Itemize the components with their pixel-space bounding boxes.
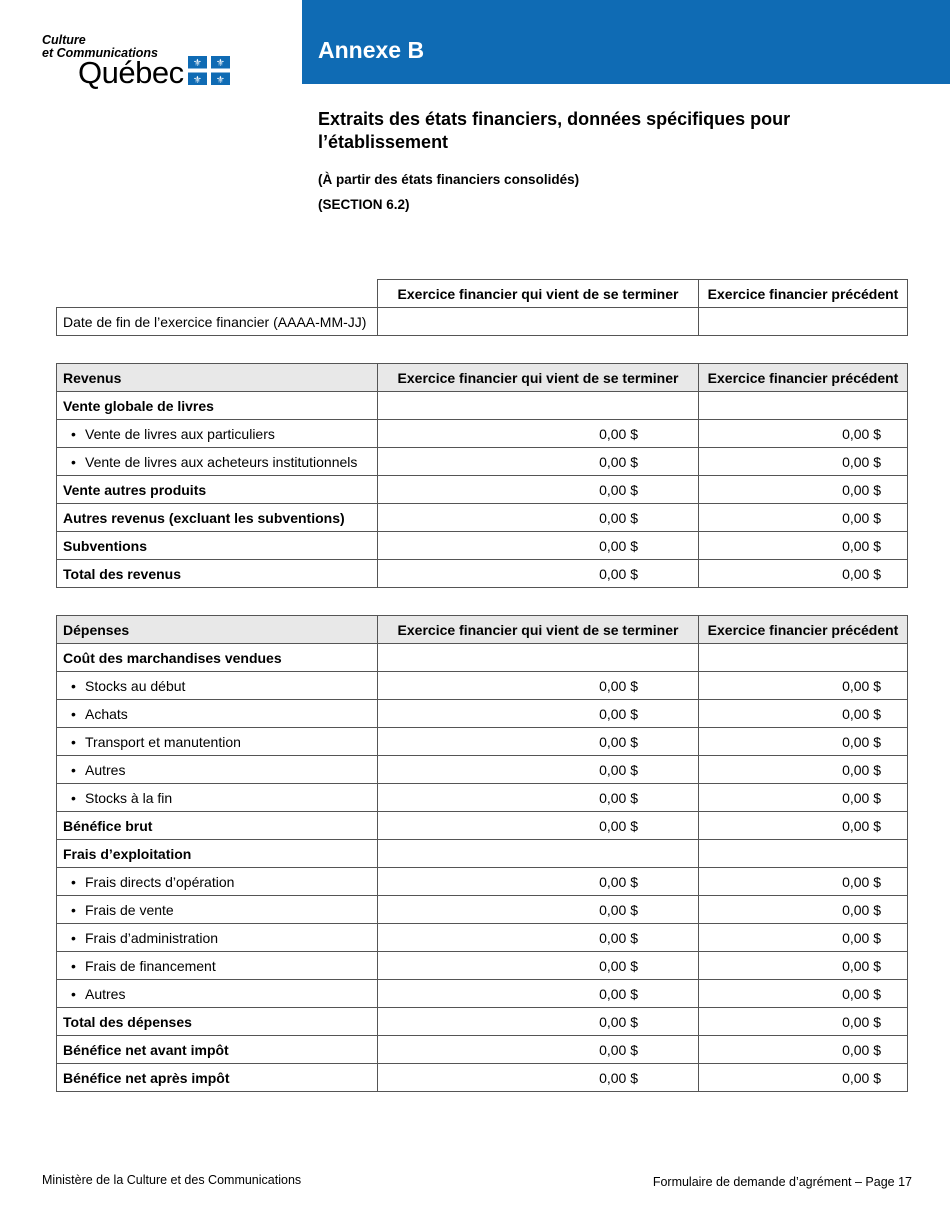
- table-row: [57, 392, 908, 420]
- current-year-value[interactable]: 0,00 $: [378, 504, 699, 532]
- previous-year-value[interactable]: [699, 392, 908, 420]
- table-row: [57, 840, 908, 868]
- table-row: [57, 504, 908, 532]
- current-year-value[interactable]: 0,00 $: [378, 756, 699, 784]
- column-header-previous: Exercice financier précédent: [699, 616, 908, 644]
- table-row: [57, 1008, 908, 1036]
- row-label: [57, 924, 378, 952]
- row-label: [57, 532, 378, 560]
- quebec-flag-icon: [188, 56, 230, 85]
- row-label: [57, 644, 378, 672]
- fiscal-date-current-field[interactable]: [378, 308, 699, 336]
- row-label: [57, 392, 378, 420]
- previous-year-value[interactable]: 0,00 $: [699, 868, 908, 896]
- previous-year-value[interactable]: 0,00 $: [699, 448, 908, 476]
- previous-year-value[interactable]: 0,00 $: [699, 924, 908, 952]
- previous-year-value[interactable]: [699, 644, 908, 672]
- current-year-value[interactable]: 0,00 $: [378, 924, 699, 952]
- row-label-text: Total des revenus: [63, 565, 182, 582]
- current-year-value[interactable]: 0,00 $: [378, 1064, 699, 1092]
- column-header-current: Exercice financier qui vient de se terminer: [378, 364, 699, 392]
- annex-banner: [302, 0, 950, 84]
- row-label: [57, 868, 378, 896]
- current-year-value[interactable]: 0,00 $: [378, 448, 699, 476]
- row-label-text: Bénéfice brut: [63, 817, 153, 834]
- previous-year-value[interactable]: 0,00 $: [699, 896, 908, 924]
- column-header-current: Exercice financier qui vient de se terminer: [378, 280, 699, 308]
- table-row: [57, 644, 908, 672]
- table-row: [57, 476, 908, 504]
- current-year-value[interactable]: 0,00 $: [378, 812, 699, 840]
- row-label: [57, 476, 378, 504]
- row-label: [57, 1064, 378, 1092]
- current-year-value[interactable]: 0,00 $: [378, 1008, 699, 1036]
- row-label-text: Coût des marchandises vendues: [63, 649, 282, 666]
- annex-title: Annexe B: [318, 37, 425, 63]
- row-label: [57, 448, 378, 476]
- column-header-previous: Exercice financier précédent: [699, 364, 908, 392]
- current-year-value[interactable]: 0,00 $: [378, 1036, 699, 1064]
- row-label: [57, 896, 378, 924]
- row-label-text: Stocks au début: [85, 677, 186, 694]
- row-label-text: Achats: [85, 705, 128, 722]
- table-row: [57, 924, 908, 952]
- current-year-value[interactable]: [378, 840, 699, 868]
- current-year-value[interactable]: 0,00 $: [378, 476, 699, 504]
- row-label: [57, 756, 378, 784]
- table-row: [57, 420, 908, 448]
- previous-year-value[interactable]: 0,00 $: [699, 728, 908, 756]
- depenses-table: [56, 615, 908, 1092]
- bullet-icon: •: [71, 789, 76, 806]
- current-year-value[interactable]: 0,00 $: [378, 980, 699, 1008]
- row-label-text: Vente autres produits: [63, 481, 207, 498]
- table-row: [57, 980, 908, 1008]
- previous-year-value[interactable]: 0,00 $: [699, 420, 908, 448]
- row-label: [57, 1036, 378, 1064]
- row-label-text: Vente globale de livres: [63, 397, 214, 414]
- svg-text:⚜: ⚜: [216, 75, 225, 85]
- column-header-current: Exercice financier qui vient de se terminer: [378, 616, 699, 644]
- table-row: [57, 1036, 908, 1064]
- previous-year-value[interactable]: 0,00 $: [699, 504, 908, 532]
- svg-text:⚜: ⚜: [193, 75, 202, 85]
- row-label-text: Autres: [85, 761, 126, 778]
- row-label: [57, 784, 378, 812]
- table-row: [57, 448, 908, 476]
- current-year-value[interactable]: 0,00 $: [378, 896, 699, 924]
- current-year-value[interactable]: 0,00 $: [378, 868, 699, 896]
- row-label-text: Stocks à la fin: [85, 789, 173, 806]
- revenus-header: Revenus: [57, 364, 378, 392]
- subheading-source: (À partir des états financiers consolidés): [318, 172, 580, 187]
- row-label: [57, 560, 378, 588]
- row-label-text: Vente de livres aux particuliers: [85, 425, 275, 442]
- row-label-text: Bénéfice net après impôt: [63, 1069, 230, 1086]
- current-year-value[interactable]: 0,00 $: [378, 700, 699, 728]
- bullet-icon: •: [71, 901, 76, 918]
- page-heading: Extraits des états financiers, données spécifiques pour l’établissement: [318, 109, 791, 152]
- table-row: [57, 672, 908, 700]
- footer-page-number: Formulaire de demande d’agrément – Page 17: [652, 1175, 912, 1189]
- previous-year-value[interactable]: 0,00 $: [699, 756, 908, 784]
- bullet-icon: •: [71, 677, 76, 694]
- row-label: [57, 420, 378, 448]
- bullet-icon: •: [71, 957, 76, 974]
- table-row: [57, 728, 908, 756]
- table-row: [57, 560, 908, 588]
- depenses-header: Dépenses: [57, 616, 378, 644]
- ministry-logo: [42, 33, 242, 93]
- row-label: [57, 504, 378, 532]
- current-year-value[interactable]: 0,00 $: [378, 420, 699, 448]
- table-row: [57, 1064, 908, 1092]
- previous-year-value[interactable]: 0,00 $: [699, 980, 908, 1008]
- table-row: [57, 952, 908, 980]
- bullet-icon: •: [71, 873, 76, 890]
- row-label-text: Autres revenus (excluant les subventions): [63, 509, 345, 526]
- current-year-value[interactable]: 0,00 $: [378, 728, 699, 756]
- row-label-text: Transport et manutention: [85, 733, 241, 750]
- previous-year-value[interactable]: 0,00 $: [699, 672, 908, 700]
- previous-year-value[interactable]: 0,00 $: [699, 560, 908, 588]
- row-label-text: Frais directs d’opération: [85, 873, 235, 890]
- column-header-previous: Exercice financier précédent: [699, 280, 908, 308]
- previous-year-value[interactable]: 0,00 $: [699, 1036, 908, 1064]
- row-label: [57, 952, 378, 980]
- row-label: [57, 840, 378, 868]
- row-label-text: Frais d’administration: [85, 929, 219, 946]
- table-row: [57, 868, 908, 896]
- svg-text:⚜: ⚜: [193, 58, 202, 69]
- bullet-icon: •: [71, 985, 76, 1002]
- row-label-text: Autres: [85, 985, 126, 1002]
- row-label-text: Bénéfice net avant impôt: [63, 1041, 229, 1058]
- current-year-value[interactable]: 0,00 $: [378, 532, 699, 560]
- fiscal-date-label: Date de fin de l’exercice financier (AAAA-MM-JJ): [57, 308, 378, 336]
- logo-line-culture: Culture: [42, 33, 86, 47]
- row-label: [57, 812, 378, 840]
- fiscal-date-table: [56, 279, 908, 336]
- bullet-icon: •: [71, 929, 76, 946]
- current-year-value[interactable]: 0,00 $: [378, 784, 699, 812]
- row-label-text: Total des dépenses: [63, 1013, 192, 1030]
- row-label: [57, 1008, 378, 1036]
- current-year-value[interactable]: 0,00 $: [378, 560, 699, 588]
- row-label: [57, 700, 378, 728]
- svg-text:⚜: ⚜: [216, 58, 225, 69]
- revenus-table: [56, 363, 908, 588]
- bullet-icon: •: [71, 425, 76, 442]
- table-row: [57, 308, 908, 336]
- previous-year-value[interactable]: 0,00 $: [699, 1008, 908, 1036]
- table-row: [57, 812, 908, 840]
- row-label: [57, 980, 378, 1008]
- row-label-text: Frais d’exploitation: [63, 845, 192, 862]
- table-row: [57, 784, 908, 812]
- bullet-icon: •: [71, 705, 76, 722]
- previous-year-value[interactable]: 0,00 $: [699, 812, 908, 840]
- bullet-icon: •: [71, 761, 76, 778]
- table-row: [57, 700, 908, 728]
- previous-year-value[interactable]: 0,00 $: [699, 1064, 908, 1092]
- bullet-icon: •: [71, 453, 76, 470]
- current-year-value[interactable]: [378, 644, 699, 672]
- previous-year-value[interactable]: [699, 840, 908, 868]
- footer-ministry: Ministère de la Culture et des Communications: [42, 1173, 302, 1187]
- row-label: [57, 672, 378, 700]
- table-row: [57, 532, 908, 560]
- row-label-text: Subventions: [63, 537, 148, 554]
- fiscal-date-previous-field[interactable]: [699, 308, 908, 336]
- previous-year-value[interactable]: 0,00 $: [699, 700, 908, 728]
- previous-year-value[interactable]: 0,00 $: [699, 532, 908, 560]
- subheading-section: (SECTION 6.2): [318, 197, 410, 212]
- table-row: [57, 896, 908, 924]
- row-label-text: Frais de financement: [85, 957, 216, 974]
- table-row: [57, 756, 908, 784]
- current-year-value[interactable]: [378, 392, 699, 420]
- empty-header-cell: [57, 280, 378, 308]
- row-label-text: Frais de vente: [85, 901, 174, 918]
- current-year-value[interactable]: 0,00 $: [378, 952, 699, 980]
- row-label: [57, 728, 378, 756]
- previous-year-value[interactable]: 0,00 $: [699, 952, 908, 980]
- row-label-text: Vente de livres aux acheteurs institutionnels: [85, 453, 358, 470]
- logo-line-communications: et Communications: [42, 46, 158, 60]
- current-year-value[interactable]: 0,00 $: [378, 672, 699, 700]
- previous-year-value[interactable]: 0,00 $: [699, 784, 908, 812]
- logo-line-quebec: Québec: [78, 55, 184, 90]
- previous-year-value[interactable]: 0,00 $: [699, 476, 908, 504]
- bullet-icon: •: [71, 733, 76, 750]
